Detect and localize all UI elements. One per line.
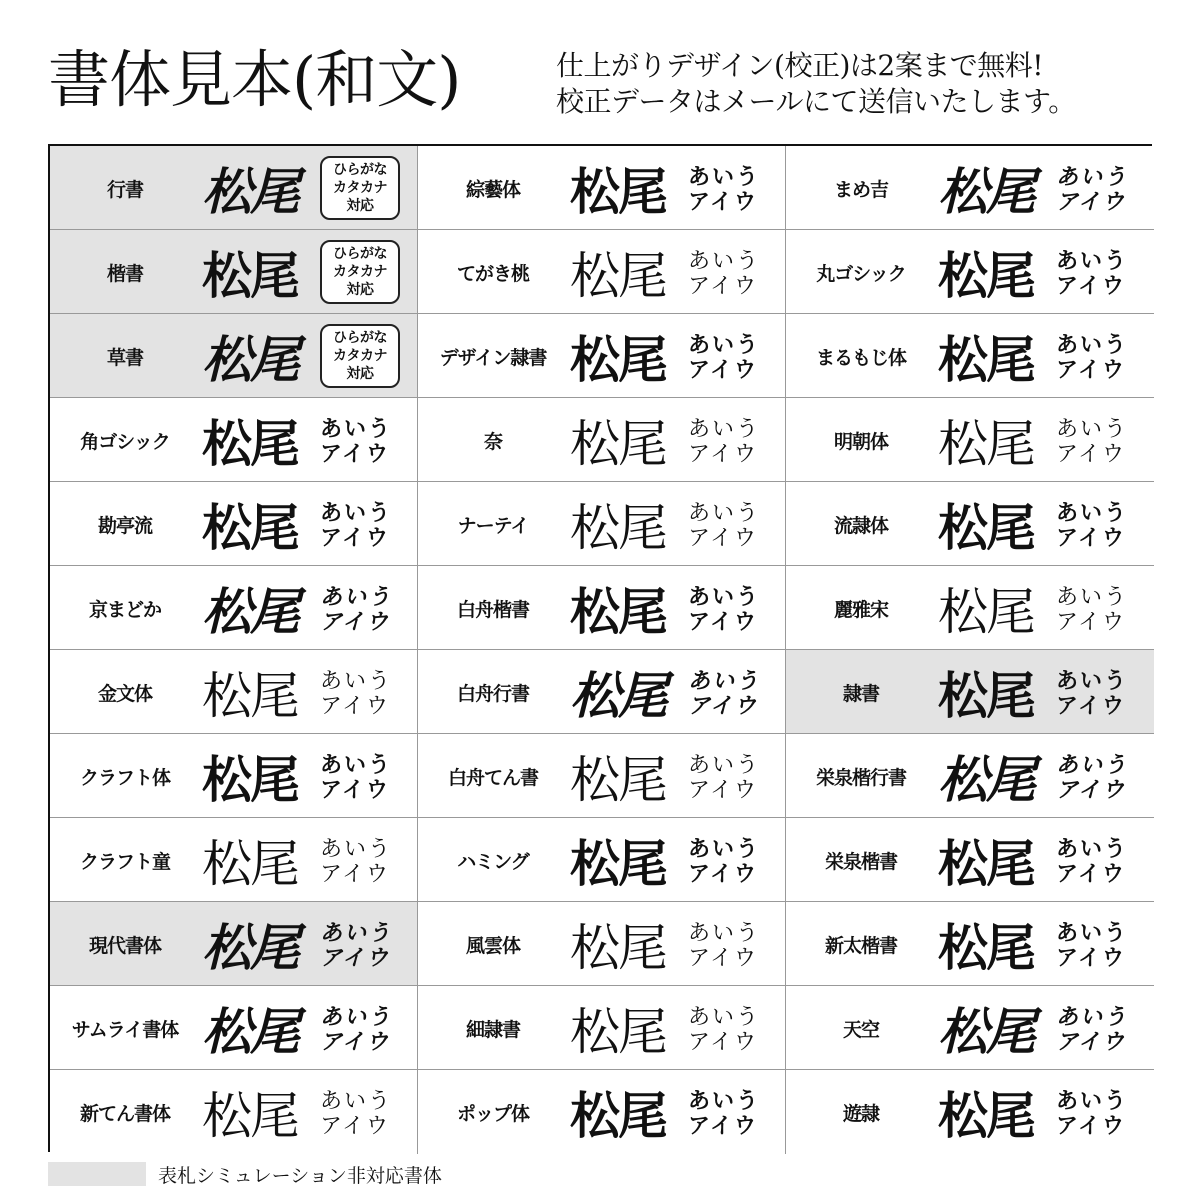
sample-kana (320, 1000, 400, 1060)
font-name: 白舟行書 (456, 682, 529, 705)
sample-kanji: 松尾 (570, 666, 666, 725)
font-name: 栄泉楷書 (824, 850, 897, 873)
kana-line: あいう (688, 753, 761, 778)
sample-kanji: 松尾 (202, 1002, 298, 1061)
kana-line: アイウ (688, 862, 759, 887)
kana-line: アイウ (688, 1030, 759, 1055)
note-line-1: 仕上がりデザイン(校正)は2案まで無料! (556, 49, 1043, 82)
sample-kanji: 松尾 (202, 330, 298, 389)
sample-kanji: 松尾 (202, 750, 298, 809)
badge-text: カタカナ (333, 348, 387, 364)
font-sample-cell (418, 146, 786, 230)
kana-line: アイウ (320, 526, 391, 551)
kana-line: あいう (688, 1005, 761, 1030)
kana-line: アイウ (1056, 274, 1127, 299)
kana-line: アイウ (1056, 610, 1127, 635)
sample-kanji: 松尾 (938, 1002, 1034, 1061)
font-sample-cell (786, 482, 1154, 566)
font-name: デザイン隷書 (439, 346, 547, 369)
font-sample-cell (418, 818, 786, 902)
kana-line: あいう (320, 837, 393, 862)
sample-kana (1056, 748, 1136, 808)
font-name: ハミング (457, 850, 529, 873)
sample-kana (688, 832, 768, 892)
kana-line: あいう (1056, 249, 1129, 274)
kana-line: あいう (688, 837, 761, 862)
sample-kanji: 松尾 (202, 835, 298, 893)
font-sample-cell (786, 566, 1154, 650)
font-name: 丸ゴシック (816, 262, 906, 285)
sample-kana (1056, 664, 1136, 724)
sample-kana (688, 664, 768, 724)
note-line-2: 校正データはメールにて送信いたします。 (556, 85, 1076, 118)
font-sample-cell (50, 1070, 418, 1154)
font-sample-cell (786, 1070, 1154, 1154)
sample-kanji: 松尾 (570, 834, 666, 893)
kana-line: アイウ (1056, 526, 1127, 551)
sample-kanji: 松尾 (202, 414, 298, 473)
sample-kana (320, 1084, 400, 1144)
font-name: 金文体 (97, 682, 152, 705)
sample-kana (688, 916, 768, 976)
font-sample-cell (50, 818, 418, 902)
kana-line: あいう (320, 669, 393, 694)
font-name: 草書 (106, 346, 143, 369)
sample-kanji: 松尾 (202, 918, 298, 977)
font-sample-cell (50, 902, 418, 986)
kana-line: あいう (1056, 417, 1129, 442)
sample-kana (1056, 244, 1136, 304)
kana-line: アイウ (688, 946, 759, 971)
kana-line: あいう (320, 417, 393, 442)
kana-line: アイウ (688, 526, 759, 551)
font-name: ポップ体 (456, 1102, 529, 1125)
kana-line: あいう (1056, 921, 1129, 946)
kana-line: アイウ (1056, 358, 1127, 383)
sample-kana (688, 496, 768, 556)
page-title: 書体見本(和文) (48, 43, 461, 116)
legend-label: 表札シミュレーション非対応書体 (158, 1164, 442, 1187)
sample-kanji: 松尾 (570, 162, 666, 221)
kana-support-badge (320, 324, 400, 388)
sample-kanji: 松尾 (570, 919, 666, 977)
kana-line: アイウ (1056, 442, 1127, 467)
kana-line: アイウ (320, 946, 391, 971)
kana-line: あいう (1056, 1005, 1129, 1030)
font-name: サムライ書体 (71, 1018, 179, 1041)
kana-line: あいう (320, 1089, 393, 1114)
sample-kana (320, 412, 400, 472)
badge-text: 対応 (346, 198, 374, 214)
kana-line: アイウ (688, 274, 759, 299)
kana-line: あいう (320, 585, 393, 610)
legend-swatch (48, 1162, 146, 1186)
pricing-notes (556, 48, 1076, 120)
font-sample-cell (786, 818, 1154, 902)
sample-kanji: 松尾 (938, 498, 1034, 557)
font-name: 細隷書 (465, 1018, 520, 1041)
font-name: まめ吉 (833, 178, 888, 201)
font-name: 栄泉楷行書 (815, 766, 906, 789)
font-name: 遊隷 (842, 1102, 879, 1125)
kana-line: アイウ (688, 358, 759, 383)
font-sample-cell (418, 902, 786, 986)
font-name: 楷書 (106, 262, 143, 285)
sample-kanji: 松尾 (570, 1003, 666, 1061)
kana-line: あいう (688, 1089, 761, 1114)
font-sample-cell (418, 482, 786, 566)
font-name: 勘亭流 (97, 514, 152, 537)
sample-kana (688, 328, 768, 388)
kana-line: アイウ (688, 442, 759, 467)
badge-text: ひらがな (333, 330, 387, 346)
sample-kana (1056, 412, 1136, 472)
kana-line: アイウ (688, 610, 759, 635)
sample-kanji: 松尾 (202, 667, 298, 725)
sample-kana (1056, 1084, 1136, 1144)
sample-kanji: 松尾 (938, 666, 1034, 725)
sample-kanji: 松尾 (938, 330, 1034, 389)
font-name: 新てん書体 (79, 1102, 170, 1125)
sample-kana (1056, 580, 1136, 640)
sample-kana (688, 1084, 768, 1144)
font-sample-cell (418, 1070, 786, 1154)
sample-kana (1056, 496, 1136, 556)
font-sample-cell (418, 230, 786, 314)
sample-kanji: 松尾 (938, 246, 1034, 305)
font-sample-cell (418, 986, 786, 1070)
font-sample-cell (50, 230, 418, 314)
badge-text: カタカナ (333, 180, 387, 196)
sample-kana (320, 496, 400, 556)
font-name: 隷書 (842, 682, 879, 705)
kana-line: アイウ (688, 190, 759, 215)
sample-kanji: 松尾 (202, 1087, 298, 1145)
font-name: 天空 (842, 1018, 879, 1041)
kana-line: アイウ (320, 862, 391, 887)
sample-kanji: 松尾 (570, 1086, 666, 1145)
badge-text: 対応 (346, 282, 374, 298)
font-name: 京まどか (88, 598, 161, 621)
font-sample-cell (786, 398, 1154, 482)
kana-line: あいう (1056, 585, 1129, 610)
kana-line: アイウ (1056, 1030, 1127, 1055)
kana-line: アイウ (320, 610, 391, 635)
sample-kana (688, 412, 768, 472)
kana-line: アイウ (688, 694, 759, 719)
font-sample-cell (50, 986, 418, 1070)
badge-text: 対応 (346, 366, 374, 382)
kana-line: あいう (320, 1005, 393, 1030)
kana-line: あいう (1056, 837, 1129, 862)
font-name: クラフト童 (79, 850, 170, 873)
kana-line: アイウ (320, 442, 391, 467)
sample-kana (1056, 916, 1136, 976)
kana-line: あいう (688, 585, 761, 610)
sample-kanji: 松尾 (570, 499, 666, 557)
sample-kanji: 松尾 (938, 583, 1034, 641)
sample-kanji: 松尾 (202, 246, 298, 305)
font-name: 麗雅宋 (833, 598, 888, 621)
sample-kanji: 松尾 (938, 750, 1034, 809)
kana-line: あいう (1056, 501, 1129, 526)
font-name: 流隷体 (833, 514, 888, 537)
sample-kanji: 松尾 (938, 1086, 1034, 1145)
sample-kana (688, 1000, 768, 1060)
font-sample-cell (418, 566, 786, 650)
font-name: 風雲体 (465, 934, 520, 957)
kana-line: アイウ (688, 1114, 759, 1139)
font-name: 新太楷書 (824, 934, 897, 957)
sample-kana (688, 748, 768, 808)
font-sample-cell (786, 230, 1154, 314)
font-sample-cell (786, 314, 1154, 398)
font-sample-cell (786, 734, 1154, 818)
sample-kana (320, 580, 400, 640)
kana-line: あいう (688, 249, 761, 274)
kana-line: あいう (688, 417, 761, 442)
font-sample-cell (50, 482, 418, 566)
sample-kanji: 松尾 (938, 162, 1034, 221)
font-name: 奈 (483, 430, 502, 453)
kana-line: あいう (1056, 1089, 1129, 1114)
font-sample-cell (418, 398, 786, 482)
sample-kana (320, 748, 400, 808)
font-sample-cell (50, 398, 418, 482)
font-sample-cell (50, 650, 418, 734)
kana-line: あいう (688, 333, 761, 358)
font-name: 角ゴシック (80, 430, 170, 453)
badge-text: ひらがな (333, 246, 387, 262)
kana-line: アイウ (1056, 694, 1127, 719)
kana-line: アイウ (1056, 190, 1127, 215)
font-name: まるもじ体 (815, 346, 906, 369)
font-sample-cell (786, 902, 1154, 986)
sample-kana (688, 244, 768, 304)
sample-kanji: 松尾 (570, 415, 666, 473)
font-sample-grid (48, 144, 1152, 1152)
kana-line: あいう (688, 501, 761, 526)
font-name: 行書 (106, 178, 143, 201)
kana-line: アイウ (1056, 862, 1127, 887)
font-sample-cell (786, 146, 1154, 230)
kana-line: アイウ (1056, 946, 1127, 971)
kana-line: あいう (1056, 753, 1129, 778)
font-sample-cell (786, 986, 1154, 1070)
sample-kanji: 松尾 (202, 582, 298, 641)
legend (48, 1162, 442, 1186)
kana-line: あいう (320, 753, 393, 778)
badge-text: カタカナ (333, 264, 387, 280)
font-name: 白舟楷書 (456, 598, 529, 621)
font-name: 明朝体 (833, 430, 888, 453)
kana-line: あいう (688, 165, 761, 190)
sample-kana (1056, 1000, 1136, 1060)
kana-line: あいう (688, 921, 761, 946)
sample-kana (688, 580, 768, 640)
font-sample-cell (50, 314, 418, 398)
kana-line: あいう (1056, 333, 1129, 358)
sample-kanji: 松尾 (202, 162, 298, 221)
kana-line: アイウ (320, 694, 391, 719)
kana-support-badge (320, 156, 400, 220)
font-sample-cell (50, 734, 418, 818)
kana-line: アイウ (320, 1114, 391, 1139)
kana-line: アイウ (688, 778, 759, 803)
sample-kanji: 松尾 (202, 498, 298, 557)
kana-line: アイウ (320, 778, 391, 803)
kana-support-badge (320, 240, 400, 304)
sample-kanji: 松尾 (938, 918, 1034, 977)
sample-kanji: 松尾 (938, 834, 1034, 893)
sample-kana (1056, 832, 1136, 892)
sample-kana (320, 916, 400, 976)
kana-line: あいう (320, 501, 393, 526)
font-name: 白舟てん書 (447, 766, 538, 789)
sample-kanji: 松尾 (570, 247, 666, 305)
kana-line: アイウ (1056, 1114, 1127, 1139)
font-name: ナーテイ (457, 514, 529, 537)
kana-line: あいう (688, 669, 761, 694)
kana-line: アイウ (1056, 778, 1127, 803)
font-name: てがき桃 (456, 262, 529, 285)
kana-line: あいう (1056, 669, 1129, 694)
sample-kanji: 松尾 (570, 751, 666, 809)
font-sample-cell (50, 566, 418, 650)
sample-kana (1056, 328, 1136, 388)
font-name: 現代書体 (88, 934, 161, 957)
font-name: クラフト体 (79, 766, 170, 789)
font-name: 綜藝体 (465, 178, 520, 201)
font-sample-cell (418, 734, 786, 818)
kana-line: あいう (320, 921, 393, 946)
font-sample-cell (418, 650, 786, 734)
sample-kanji: 松尾 (938, 415, 1034, 473)
font-sample-cell (50, 146, 418, 230)
sample-kana (320, 664, 400, 724)
kana-line: あいう (1056, 165, 1129, 190)
sample-kana (688, 160, 768, 220)
sample-kanji: 松尾 (570, 330, 666, 389)
badge-text: ひらがな (333, 162, 387, 178)
sample-kanji: 松尾 (570, 582, 666, 641)
font-sample-cell (786, 650, 1154, 734)
kana-line: アイウ (320, 1030, 391, 1055)
font-sample-cell (418, 314, 786, 398)
sample-kana (1056, 160, 1136, 220)
sample-kana (320, 832, 400, 892)
